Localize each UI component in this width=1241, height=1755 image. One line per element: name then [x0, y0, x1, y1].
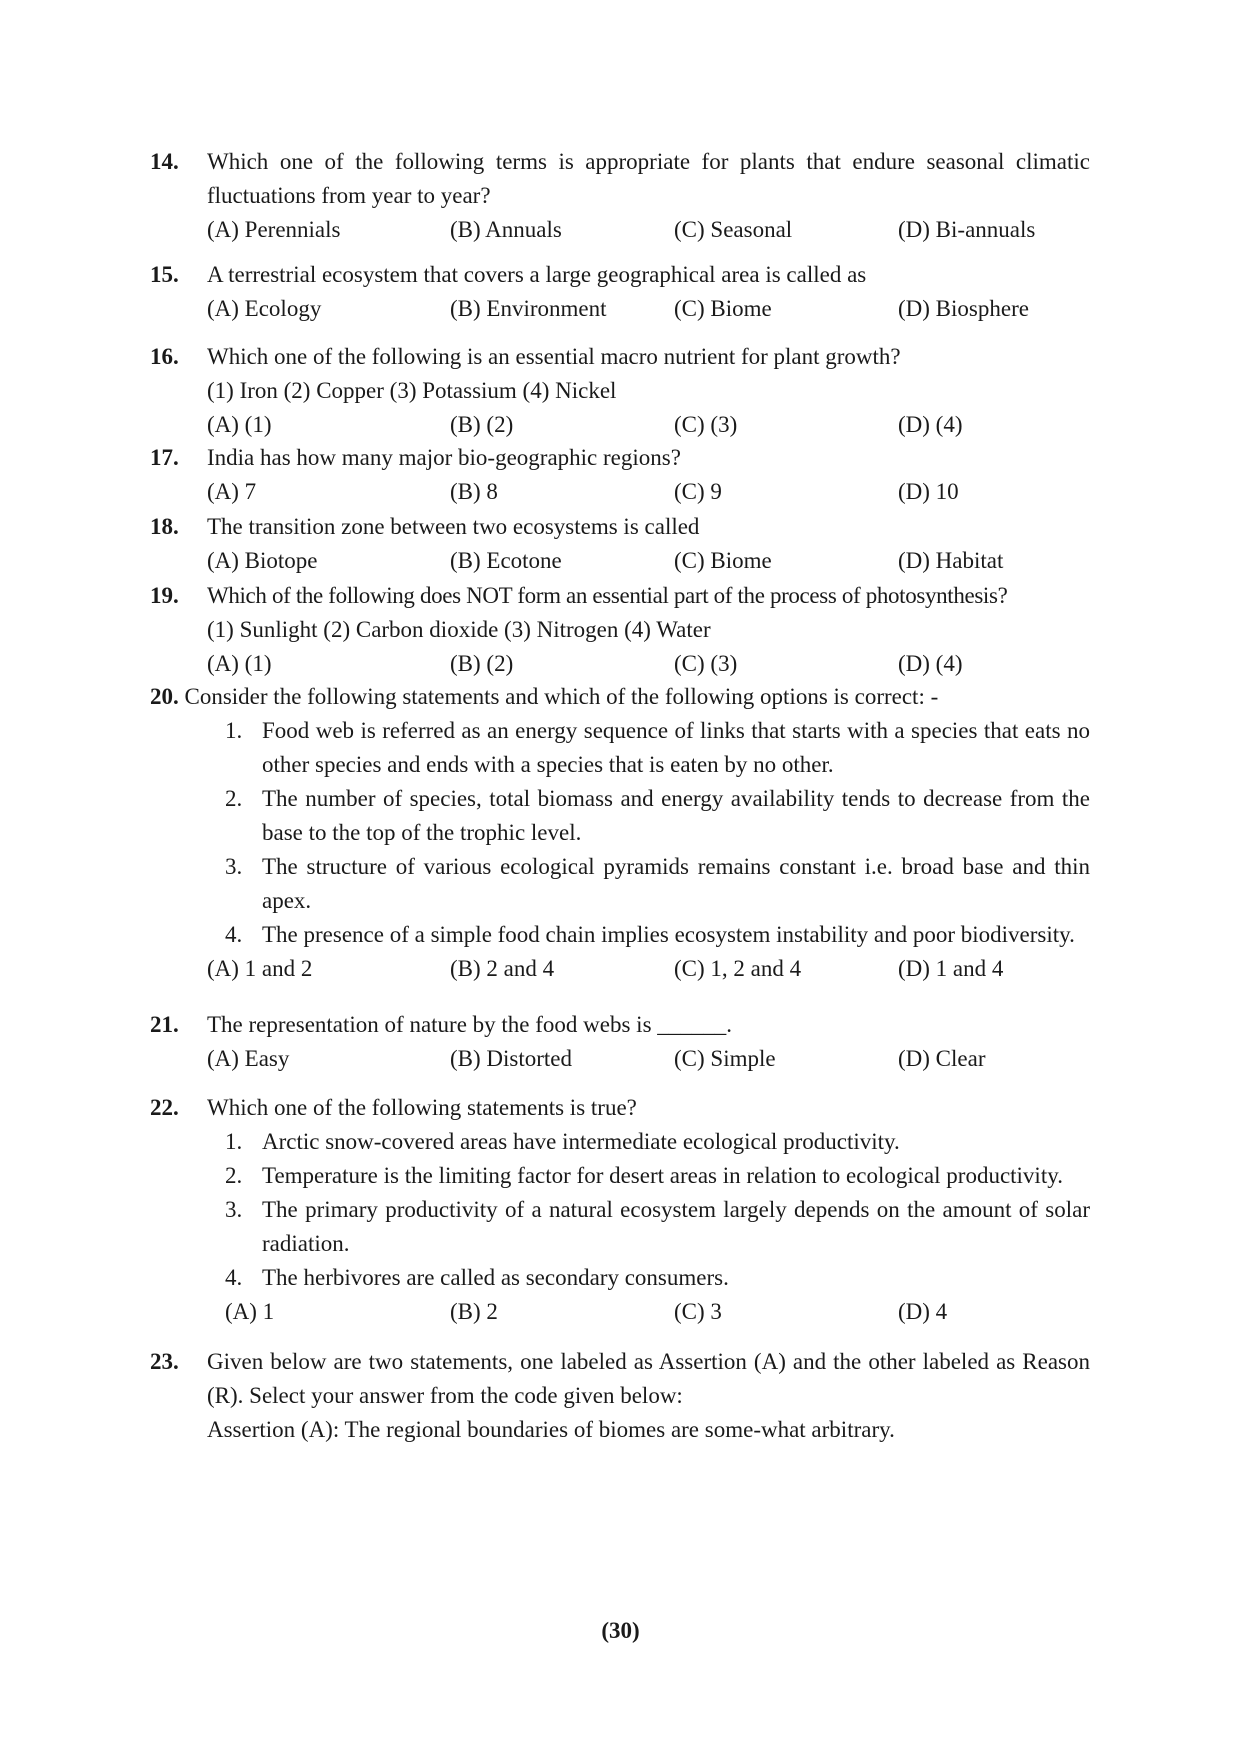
question-16 — [150, 340, 1090, 442]
option-d: (D) (4) — [898, 412, 963, 437]
option-b: (B) (2) — [450, 412, 514, 437]
statement-item — [225, 782, 1090, 850]
statement-number: 4. — [225, 922, 243, 947]
question-text: Which of the following does NOT form an essential part of the process of photosynthesis? — [207, 583, 1008, 608]
statement-item — [225, 1159, 1090, 1193]
option-a: (A) Perennials — [207, 217, 341, 242]
question-number: 21. — [150, 1012, 179, 1037]
question-20 — [150, 680, 1090, 986]
question-14 — [150, 145, 1090, 247]
question-text: Which one of the following is an essential macro nutrient for plant growth? — [207, 344, 901, 369]
statement-text: The presence of a simple food chain implies ecosystem instability and poor biodiversity. — [262, 922, 1075, 947]
option-a: (A) Biotope — [207, 548, 318, 573]
option-b: (B) 2 — [450, 1299, 498, 1324]
statement-item — [225, 1125, 1090, 1159]
page-number: (30) — [601, 1618, 640, 1643]
options-row — [207, 647, 1090, 681]
statement-item — [225, 850, 1090, 918]
question-number: 20. — [150, 684, 179, 709]
question-15 — [150, 258, 1090, 326]
option-d: (D) 4 — [898, 1299, 948, 1324]
option-d: (D) 1 and 4 — [898, 956, 1004, 981]
option-b: (B) Distorted — [450, 1046, 573, 1071]
statement-text: Temperature is the limiting factor for desert areas in relation to ecological productivity. — [262, 1163, 1063, 1188]
option-d: (D) (4) — [898, 651, 963, 676]
question-17 — [150, 441, 1090, 509]
option-d: (D) Biosphere — [898, 296, 1029, 321]
option-c: (C) Biome — [674, 548, 772, 573]
option-d: (D) Habitat — [898, 548, 1004, 573]
option-d: (D) Clear — [898, 1046, 986, 1071]
option-a: (A) 1 — [225, 1299, 275, 1324]
statement-number: 2. — [225, 1163, 243, 1188]
statement-text: Food web is referred as an energy sequence of links that starts with a species that eats no other species and ends with a species that is eaten by no other. — [262, 718, 1090, 777]
question-text: India has how many major bio-geographic regions? — [207, 445, 681, 470]
option-b: (B) Ecotone — [450, 548, 562, 573]
options-row — [207, 475, 1090, 509]
options-row — [225, 1295, 1090, 1329]
question-text: Which one of the following terms is appropriate for plants that endure seasonal climatic fluctuations from year to year? — [207, 149, 1090, 208]
option-c: (C) 9 — [674, 479, 722, 504]
question-text: Given below are two statements, one labeled as Assertion (A) and the other labeled as Reason (R). Select your answer from the code given below: — [207, 1349, 1090, 1408]
question-number: 22. — [150, 1095, 179, 1120]
option-c: (C) 3 — [674, 1299, 722, 1324]
statement-text: The structure of various ecological pyramids remains constant i.e. broad base and thin apex. — [262, 854, 1090, 913]
statement-item — [225, 918, 1090, 952]
statement-number: 1. — [225, 1129, 243, 1154]
option-a: (A) (1) — [207, 412, 272, 437]
option-b: (B) Annuals — [450, 217, 562, 242]
question-number: 18. — [150, 514, 179, 539]
options-row — [207, 544, 1090, 578]
question-text: The representation of nature by the food webs is ______. — [207, 1012, 733, 1037]
option-c: (C) (3) — [674, 412, 738, 437]
statement-item — [225, 1261, 1090, 1295]
statement-number: 3. — [225, 854, 243, 879]
statement-list — [225, 714, 1090, 952]
options-row — [207, 408, 1090, 442]
option-c: (C) (3) — [674, 651, 738, 676]
statement-number: 3. — [225, 1197, 243, 1222]
question-text: Consider the following statements and which of the following options is correct: - — [184, 684, 939, 709]
option-b: (B) (2) — [450, 651, 514, 676]
statement-number: 4. — [225, 1265, 243, 1290]
option-c: (C) Simple — [674, 1046, 776, 1071]
question-header — [150, 680, 1090, 714]
question-number: 15. — [150, 262, 179, 287]
option-b: (B) Environment — [450, 296, 607, 321]
option-a: (A) 1 and 2 — [207, 956, 313, 981]
option-a: (A) Ecology — [207, 296, 322, 321]
question-text: A terrestrial ecosystem that covers a large geographical area is called as — [207, 262, 867, 287]
question-subline: (1) Sunlight (2) Carbon dioxide (3) Nitrogen (4) Water — [207, 617, 711, 642]
assertion-text: Assertion (A): The regional boundaries of biomes are some-what arbitrary. — [207, 1417, 895, 1442]
statement-list — [225, 1125, 1090, 1295]
option-d: (D) 10 — [898, 479, 959, 504]
statement-text: The number of species, total biomass and energy availability tends to decrease from the base to the top of the trophic level. — [262, 786, 1090, 845]
question-22 — [150, 1091, 1090, 1329]
question-text: The transition zone between two ecosystems is called — [207, 514, 700, 539]
question-number: 23. — [150, 1349, 179, 1374]
question-subline: (1) Iron (2) Copper (3) Potassium (4) Nickel — [207, 378, 617, 403]
option-a: (A) (1) — [207, 651, 272, 676]
options-row — [207, 1042, 1090, 1076]
option-a: (A) Easy — [207, 1046, 290, 1071]
question-19 — [150, 579, 1090, 681]
option-b: (B) 8 — [450, 479, 498, 504]
statement-item — [225, 1193, 1090, 1261]
question-number: 19. — [150, 583, 179, 608]
statement-text: The primary productivity of a natural ecosystem largely depends on the amount of solar radiation. — [262, 1197, 1090, 1256]
question-number: 16. — [150, 344, 179, 369]
question-number: 14. — [150, 149, 179, 174]
options-row — [207, 952, 1090, 986]
option-c: (C) 1, 2 and 4 — [674, 956, 802, 981]
options-row — [207, 292, 1090, 326]
option-d: (D) Bi-annuals — [898, 217, 1036, 242]
options-row — [207, 213, 1090, 247]
question-23 — [150, 1345, 1090, 1447]
question-number: 17. — [150, 445, 179, 470]
statement-item — [225, 714, 1090, 782]
statement-text: The herbivores are called as secondary consumers. — [262, 1265, 729, 1290]
option-b: (B) 2 and 4 — [450, 956, 555, 981]
option-a: (A) 7 — [207, 479, 257, 504]
statement-number: 1. — [225, 718, 243, 743]
option-c: (C) Biome — [674, 296, 772, 321]
statement-text: Arctic snow-covered areas have intermediate ecological productivity. — [262, 1129, 900, 1154]
question-18 — [150, 510, 1090, 578]
option-c: (C) Seasonal — [674, 217, 793, 242]
question-21 — [150, 1008, 1090, 1076]
statement-number: 2. — [225, 786, 243, 811]
question-text: Which one of the following statements is true? — [207, 1095, 637, 1120]
